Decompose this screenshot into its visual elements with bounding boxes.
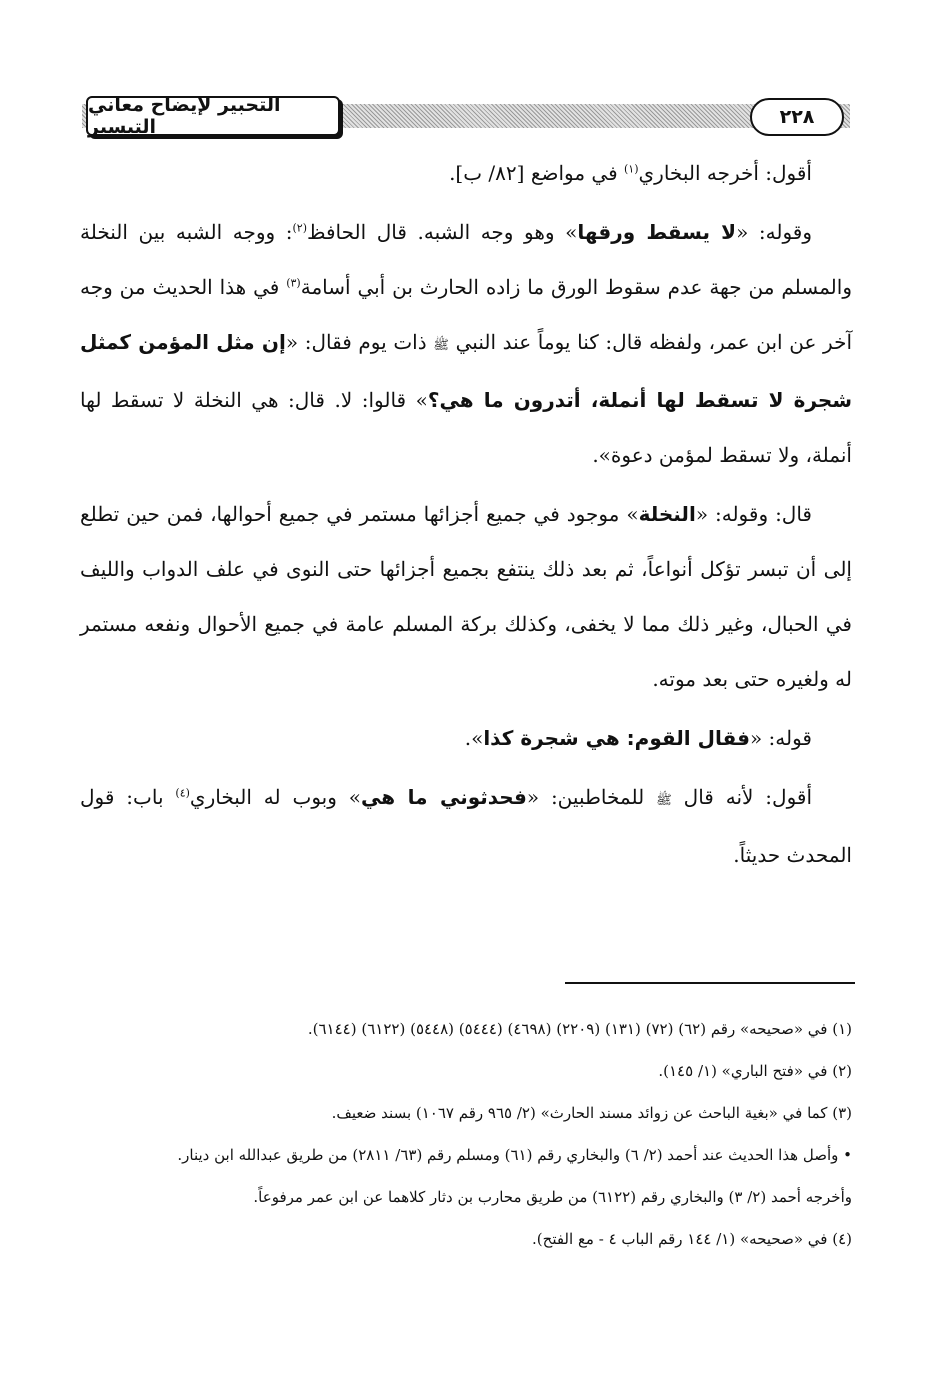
footnote-divider (565, 982, 855, 984)
text-run: » وهو وجه الشبه. قال الحافظ (306, 220, 578, 244)
hadith-quote: النخلة (638, 502, 696, 526)
paragraph-2 (80, 205, 852, 483)
text-run: في مواضع [٨٢/ ب]. (449, 161, 624, 185)
text-run: باب: قول المحدث حديثاً. (80, 785, 852, 867)
text-run: وقوله: « (736, 220, 812, 244)
hadith-quote: لا يسقط ورقها (577, 220, 737, 244)
text-run: ». (464, 726, 484, 750)
paragraph-4 (80, 711, 852, 766)
book-title: التحبير لإيضاح معاني التيسير (88, 94, 281, 138)
text-run: » قالوا: لا. قال: هي النخلة لا تسقط لها أنملة، ولا تسقط لمؤمن دعوة». (80, 388, 852, 467)
hadith-quote: فحدثوني ما هي (361, 785, 527, 809)
main-text (80, 146, 852, 887)
footnote-ref: (٣) (286, 276, 301, 290)
footnotes (80, 1010, 852, 1262)
footnote-ref: (٢) (292, 221, 307, 235)
footnote-ref: (٤) (175, 786, 190, 800)
hadith-quote: فقال القوم: هي شجرة كذا (483, 726, 750, 750)
page-number: ٢٢٨ (779, 106, 815, 128)
text-run: للمخاطبين: « (526, 785, 657, 809)
text-run: » وبوب له البخاري (189, 785, 361, 809)
pbuh-glyph: ﷺ (656, 793, 672, 808)
footnote-1: (١) في «صحيحه» رقم (٦٢) (٧٢) (١٣١) (٢٢٠٩) (٤٦٩٨) (٥٤٤٤) (٥٤٤٨) (٦١٢٢) (٦١٤٤). (307, 1020, 852, 1038)
text-run: ذات يوم فقال: « (285, 330, 434, 354)
text-run: قوله: « (749, 726, 812, 750)
footnote-3-note-cont: وأخرجه أحمد (٢/ ٣) والبخاري رقم (٦١٢٢) من طريق محارب بن دثار كلاهما عن ابن عمر مرفوعاً. (253, 1188, 852, 1206)
text-run: أقول: أخرجه البخاري (638, 161, 812, 185)
footnote-4: (٤) في «صحيحه» (١/ ١٤٤ رقم الباب ٤ - مع الفتح). (532, 1230, 852, 1248)
paragraph-1 (80, 146, 852, 201)
page-header (82, 94, 850, 140)
text-run: أقول: لأنه قال (671, 785, 813, 809)
footnote-3-note: • وأصل هذا الحديث عند أحمد (٢/ ٦) والبخاري رقم (٦١) ومسلم رقم (٦٣/ ٢٨١١) من طريق عبدالله ابن دينار. (177, 1146, 852, 1164)
page-number-pill (750, 98, 844, 136)
paragraph-5 (80, 770, 852, 883)
text-run: في هذا الحديث من وجه آخر عن ابن عمر، ولفظه قال: كنا يوماً عند النبي (80, 275, 853, 354)
text-run: : ووجه الشبه بين النخلة والمسلم من جهة عدم سقوط الورق ما زاده الحارث بن أبي أسامة (80, 220, 852, 299)
hadith-quote: إن مثل المؤمن كمثل شجرة لا تسقط لها أنملة، أتدرون ما هي؟ (80, 330, 852, 412)
book-title-box (86, 96, 340, 136)
footnote-ref: (١) (624, 162, 639, 176)
footnote-3: (٣) كما في «بغية الباحث عن زوائد مسند الحارث» (٢/ ٩٦٥ رقم ١٠٦٧) بسند ضعيف. (331, 1104, 852, 1122)
text-run: » موجود في جميع أجزائها مستمر في جميع أحوالها، فمن حين تطلع إلى أن تبسر تؤكل أنواعاً، ثم بعد ذلك ينتفع بجميع أجزائها حتى النوى في علف الدواب والليف في الحبال، وغير ذلك مما لا يخفى، وكذلك بركة المسلم عامة في جميع الأحوال ونفعه مستمر له ولغيره حتى بعد موته. (80, 502, 852, 691)
pbuh-glyph: ﷺ (433, 338, 449, 353)
text-run: قال: وقوله: « (695, 502, 812, 526)
paragraph-3 (80, 487, 852, 707)
footnote-2: (٢) في «فتح الباري» (١/ ١٤٥). (658, 1062, 852, 1080)
